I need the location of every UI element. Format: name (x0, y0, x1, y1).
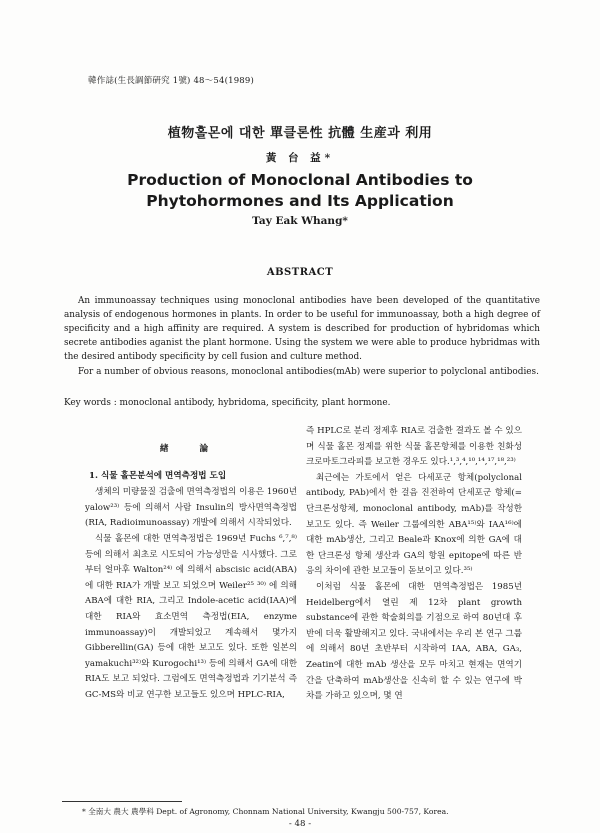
subsection-title: 1. 식물 홀몬분석에 면역측정법 도입 (89, 470, 227, 481)
body-paragraph: 즉 HPLC로 분리 정제후 RIA로 검출한 결과도 볼 수 있으며 식물 홀몬 정제를 위한 식물 홀몬항체를 이용한 친화성 크로마토그라피를 보고한 경우도 있다.¹,³,⁴,¹⁰,¹⁴,¹⁷,¹⁸,²³⁾ (306, 426, 522, 468)
journal-citation: 韓作誌(生長調節硏究 1號) 48〜54(1989) (88, 76, 255, 86)
keywords: Key words : monoclonal antibody, hybridoma, specificity, plant hormone. (64, 398, 391, 408)
abstract-paragraph-2: For a number of obvious reasons, monoclonal antibodies(mAb) were superior to polyclonal antibodies. (78, 367, 539, 377)
body-paragraph: 식물 홀몬에 대한 면역측정법은 1969년 Fuchs ⁶,⁷,⁸⁾ 등에 의해서 최초로 시도되어 가능성만을 시사했다. 그로부터 얼마후 Walton²⁴⁾ 에 의해서 abscisic acid(ABA)에 대한 RIA가 개발 보고 되었으며 Weiler²⁵ ³⁰⁾ 에 의해 ABA에 대한 RIA, 그리고 Indole-acetic acid(IAA)에 대한 RIA와 효소면역 측정법(EIA, enzyme immunoassay)이 개발되었고 계속해서 몇가지 Gibberellin(GA) 등에 대한 보고도 있다. 또한 일본의 yamakuchi³²⁾와 Kurogochi¹³⁾ 등에 의해서 GA에 대한 RIA도 보고 되었다. 그럼에도 면역측정법과 기기분석 즉 GC-MS와 비교 연구한 보고들도 있으며 HPLC-RIA, (85, 533, 297, 700)
right-column (306, 424, 522, 705)
body-paragraph: 생체의 미량물질 검출에 면역측정법의 이용은 1960년 yalow²³⁾ 등에 의해서 사람 Insulin의 방사면역측정법(RIA, Radioimunoassay) 개발에 의해서 시작되었다. (85, 487, 297, 529)
title-english-line-2: Phytohormones and Its Application (146, 192, 454, 210)
body-paragraph: 최근에는 가토에서 얻은 다세포군 항체(polyclonal antibody, PAb)에서 한 걸음 진전하여 단세포군 항체(=단크론성항체, monoclonal antibody, mAb)를 작성한 보고도 있다. 즉 Weiler 그룹에의한 ABA¹⁵⁾와 IAA¹⁶⁾에 대한 mAb생산, 그리고 Beale과 Knox에 의한 GA에 대한 단크론성 항체 생산과 GA의 항원 epitope에 따른 반응의 차이에 관한 보고들이 돋보이고 있다.³⁵⁾ (306, 472, 522, 577)
title-korean: 植物홀몬에 대한 單클론性 抗體 生産과 利用 (167, 126, 433, 141)
section-title: 緖 論 (159, 444, 223, 454)
abstract-paragraph-1: An immunoassay techniques using monoclonal antibodies have been developed of the quantitative analysis of endogenous hormones in plants. In order to be useful for immunoassay, both a high degree of specificity and a high affinity are required. A system is described for production of hybridomas which secrete antibodies aganist the plant hormone. Using the system we were able to produce hybridmas with the desired antibody specificity by cell fusion and culture method. (64, 296, 540, 362)
page-number: - 48 - (288, 819, 312, 829)
author-english: Tay Eak Whang* (252, 215, 348, 227)
title-english (0, 170, 600, 212)
footnote-rule (62, 801, 182, 802)
footnote: * 全南大 農大 農學科 Dept. of Agronomy, Chonnam National University, Kwangju 500-757, Korea. (82, 807, 449, 816)
abstract-heading: ABSTRACT (266, 267, 334, 278)
body-paragraph: 이처럼 식물 홀몬에 대한 면역측정법은 1985년 Heidelberg에서 열린 제 12차 plant growth substance에 관한 학술회의를 기점으로 하여 80년대 후반에 더욱 활발해지고 있다. 국내에서는 우리 본 연구 그룹에 의해서 80년 초반부터 시작하여 IAA, ABA, GA₃, Zeatin에 대한 mAb 생산을 모두 마치고 현재는 면역기간을 단축하여 mAb생산을 신속히 할 수 있는 연구에 박차를 가하고 있으며, 몇 연 (306, 581, 522, 702)
abstract-body (64, 294, 540, 379)
author-korean: 黃 台 益* (265, 152, 335, 164)
left-column (85, 425, 297, 704)
title-english-line-1: Production of Monoclonal Antibodies to (127, 171, 473, 189)
